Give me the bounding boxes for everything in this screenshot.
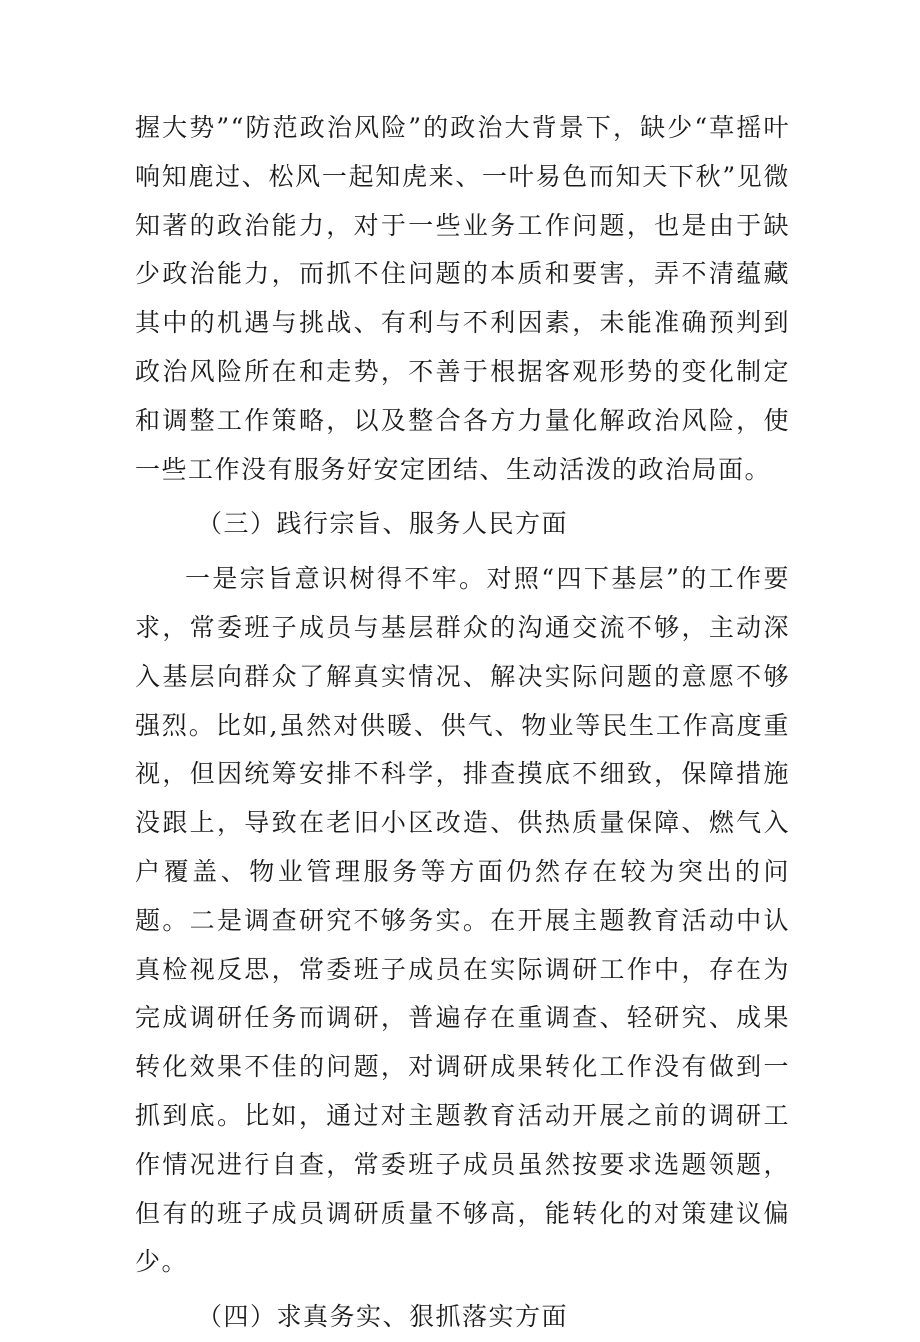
section-heading-4: （四）求真务实、狠抓落实方面 bbox=[197, 1302, 569, 1332]
document-body bbox=[135, 104, 790, 1342]
paragraph-serve-people: 一是宗旨意识树得不牢。对照“四下基层”的工作要求，常委班子成员与基层群众的沟通交流不够，主动深入基层向群众了解真实情况、解决实际问题的意愿不够强烈。比如,虽然对供暖、供气、物业等民生工作高度重视，但因统筹安排不科学，排查摸底不细致，保障措施没跟上，导致在老旧小区改造、供热质量保障、燃气入户覆盖、物业管理服务等方面仍然存在较为突出的问题。二是调查研究不够务实。在开展主题教育活动中认真检视反思，常委班子成员在实际调研工作中，存在为完成调研任务而调研，普遍存在重调查、轻研究、成果转化效果不佳的问题，对调研成果转化工作没有做到一抓到底。比如，通过对主题教育活动开展之前的调研工作情况进行自查，常委班子成员虽然按要求选题领题，但有的班子成员调研质量不够高，能转化的对策建议偏少。 bbox=[135, 564, 790, 1277]
section-heading-3: （三）践行宗旨、服务人民方面 bbox=[197, 509, 569, 539]
paragraph-political-risk: 握大势”“防范政治风险”的政治大背景下，缺少“草摇叶响知鹿过、松风一起知虎来、一叶易色而知天下秋”见微知著的政治能力，对于一些业务工作问题，也是由于缺少政治能力，而抓不住问题的本质和要害，弄不清蕴藏其中的机遇与挑战、有利与不利因素，未能准确预判到政治风险所在和走势，不善于根据客观形势的变化制定和调整工作策略，以及整合各方力量化解政治风险，使一些工作没有服务好安定团结、生动活泼的政治局面。 bbox=[135, 113, 791, 484]
